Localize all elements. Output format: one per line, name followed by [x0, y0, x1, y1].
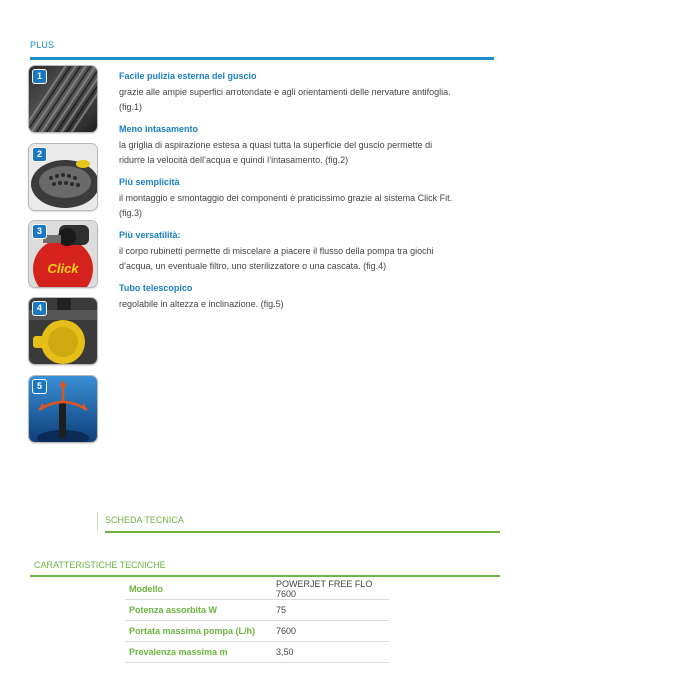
feature-text: (fig.3)	[119, 208, 143, 218]
spec-value: POWERJET FREE FLO 7600	[274, 579, 389, 600]
figure-number-badge: 4	[33, 302, 46, 315]
feature-text: d’acqua, un eventuale filtro, uno sterilizzatore o una cascata. (fig.4)	[119, 261, 387, 271]
figure-number-badge: 3	[33, 225, 46, 238]
caratteristiche-divider	[30, 575, 500, 577]
feature-text: ridurre la velocità dell’acqua e quindi l’intasamento. (fig.2)	[119, 155, 349, 165]
table-row	[125, 579, 389, 600]
feature-clogging	[119, 123, 499, 168]
figure-5-thumbnail	[29, 376, 97, 442]
feature-title: Facile pulizia esterna del guscio	[119, 71, 257, 81]
feature-text: il montaggio e smontaggio dei componenti è praticissimo grazie al sistema Click Fit.	[119, 193, 453, 203]
plus-heading: PLUS	[30, 40, 55, 50]
scheda-separator	[97, 512, 98, 532]
feature-text: (fig.1)	[119, 102, 143, 112]
feature-title: Più versatilità:	[119, 230, 181, 240]
caratteristiche-heading: CARATTERISTICHE TECNICHE	[34, 560, 166, 570]
figure-3-thumbnail	[29, 221, 97, 287]
table-row	[125, 621, 389, 642]
table-row	[125, 600, 389, 621]
feature-cleaning	[119, 70, 499, 115]
scheda-tecnica-heading: SCHEDA TECNICA	[105, 515, 184, 525]
spec-key: Potenza assorbita W	[125, 600, 274, 621]
feature-text: la griglia di aspirazione estesa a quasi tutta la superficie del guscio permette di	[119, 140, 433, 150]
plus-divider	[30, 57, 494, 60]
feature-text: regolabile in altezza e inclinazione. (fig.5)	[119, 299, 284, 309]
spec-key: Modello	[125, 579, 274, 600]
spec-key: Prevalenza massima m	[125, 642, 274, 663]
figure-number-badge: 5	[33, 380, 46, 393]
feature-simplicity	[119, 176, 499, 221]
feature-title: Tubo telescopico	[119, 283, 193, 293]
figure-1-thumbnail	[29, 66, 97, 132]
spec-value: 7600	[274, 621, 389, 642]
figure-2-thumbnail	[29, 144, 97, 210]
feature-title: Meno intasamento	[119, 124, 199, 134]
table-row	[125, 642, 389, 663]
spec-value: 3,50	[274, 642, 389, 663]
feature-title: Più semplicità	[119, 177, 180, 187]
spec-table	[125, 579, 389, 663]
figure-4-thumbnail	[29, 298, 97, 364]
spec-key: Portata massima pompa (L/h)	[125, 621, 274, 642]
figure-number-badge: 2	[33, 148, 46, 161]
figure-number-badge: 1	[33, 70, 46, 83]
feature-versatility	[119, 229, 499, 274]
feature-telescopic	[119, 282, 499, 312]
feature-text: il corpo rubinetti permette di miscelare a piacere il flusso della pompa tra giochi	[119, 246, 434, 256]
click-label: Click	[47, 261, 79, 276]
scheda-divider	[105, 531, 500, 533]
feature-text: grazie alle ampie superfici arrotondate e agli orientamenti delle nervature antifoglia.	[119, 87, 451, 97]
spec-value: 75	[274, 600, 389, 621]
